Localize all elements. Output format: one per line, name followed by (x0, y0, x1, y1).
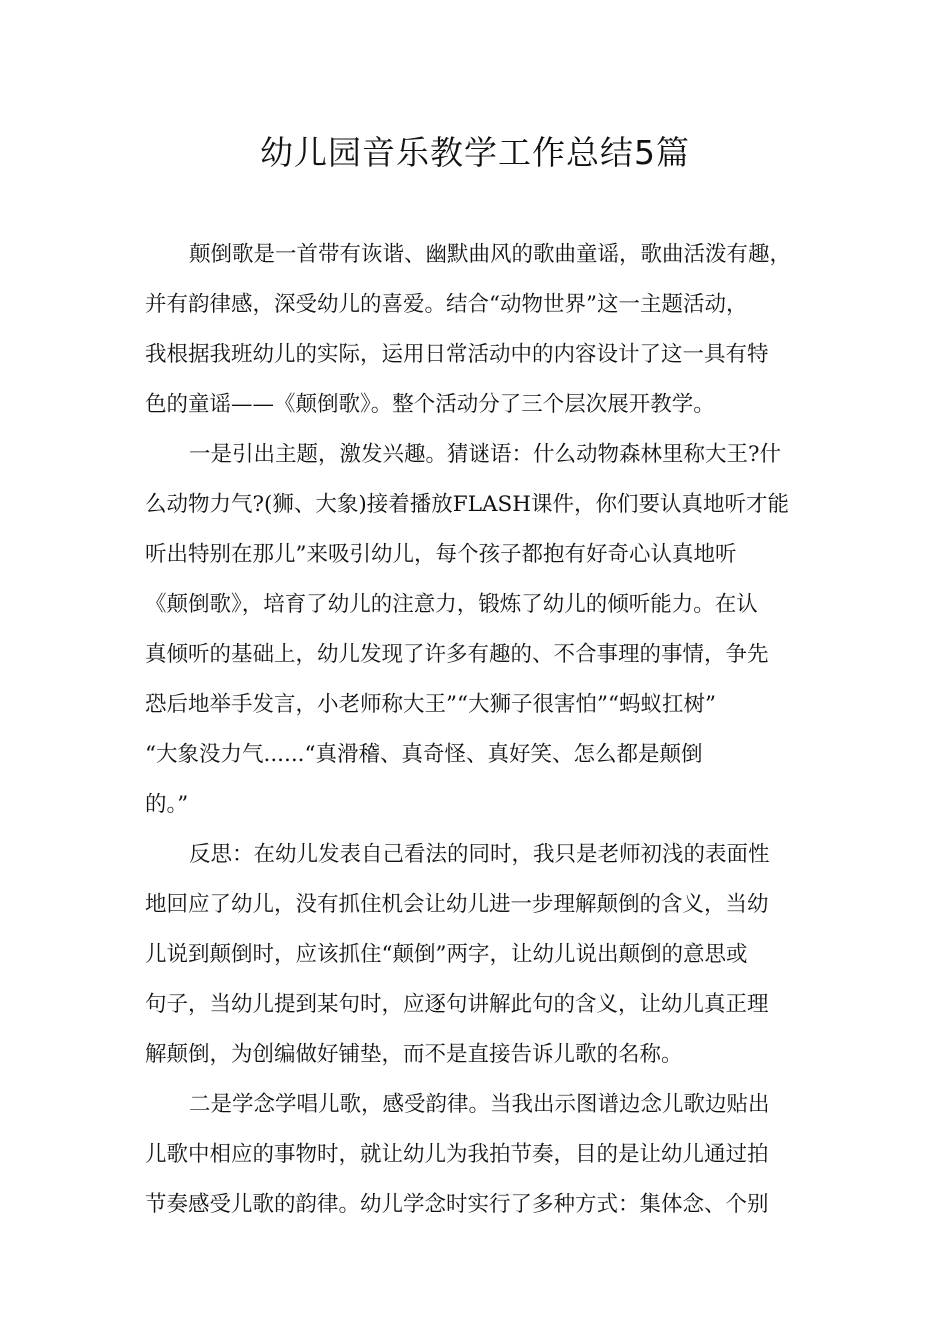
paragraph-line: 一是引出主题，激发兴趣。猜谜语：什么动物森林里称大王?什 (189, 442, 782, 467)
paragraph-line: 儿说到颠倒时，应该抓住“颠倒”两字，让幼儿说出颠倒的意思或 (145, 942, 748, 967)
paragraph-line: 儿歌中相应的事物时，就让幼儿为我拍节奏，目的是让幼儿通过拍 (145, 1142, 769, 1167)
paragraph-line: 地回应了幼儿，没有抓住机会让幼儿进一步理解颠倒的含义，当幼 (145, 892, 769, 917)
paragraph-line: 反思：在幼儿发表自己看法的同时，我只是老师初浅的表面性 (189, 842, 770, 867)
paragraph-line: 句子，当幼儿提到某句时，应逐句讲解此句的含义，让幼儿真正理 (145, 992, 769, 1017)
paragraph-line: 《颠倒歌》，培育了幼儿的注意力，锻炼了幼儿的倾听能力。在认 (145, 592, 758, 617)
paragraph-line: “大象没力气......“真滑稽、真奇怪、真好笑、怎么都是颠倒 (145, 742, 703, 767)
paragraph-line: 恐后地举手发言，小老师称大王”“大狮子很害怕”“蚂蚁扛树” (145, 692, 716, 717)
document-body (145, 230, 811, 1230)
document-title: 幼儿园音乐教学工作总结5篇 (260, 133, 690, 172)
paragraph-line: 颠倒歌是一首带有诙谐、幽默曲风的歌曲童谣，歌曲活泼有趣， (189, 242, 792, 267)
paragraph-line: 真倾听的基础上，幼儿发现了许多有趣的、不合事理的事情，争先 (145, 642, 769, 667)
paragraph-line: 的。” (145, 792, 189, 817)
paragraph-line: 节奏感受儿歌的韵律。幼儿学念时实行了多种方式：集体念、个别 (145, 1192, 769, 1217)
paragraph-line: 么动物力气?(狮、大象)接着播放FLASH课件，你们要认真地听才能 (145, 492, 790, 517)
paragraph-line: 二是学念学唱儿歌，感受韵律。当我出示图谱边念儿歌边贴出 (189, 1092, 770, 1117)
paragraph-line: 听出特别在那儿”来吸引幼儿，每个孩子都抱有好奇心认真地听 (145, 542, 737, 567)
paragraph-line: 我根据我班幼儿的实际，运用日常活动中的内容设计了这一具有特 (145, 342, 769, 367)
paragraph-line: 色的童谣——《颠倒歌》。整个活动分了三个层次展开教学。 (145, 392, 715, 417)
paragraph-line: 解颠倒，为创编做好铺垫，而不是直接告诉儿歌的名称。 (145, 1042, 683, 1067)
paragraph-line: 并有韵律感，深受幼儿的喜爱。结合“动物世界”这一主题活动， (145, 292, 748, 317)
